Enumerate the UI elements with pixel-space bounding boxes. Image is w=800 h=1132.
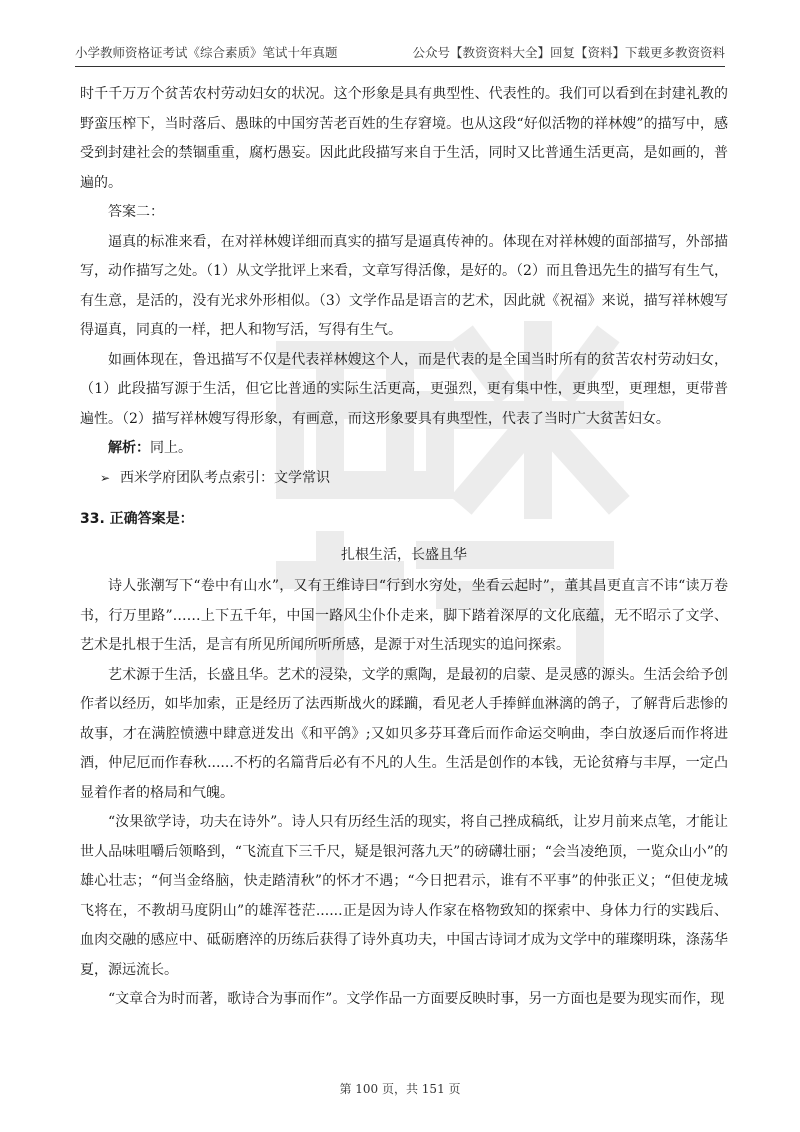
answer-two-label: 答案二：	[108, 204, 164, 220]
page-content	[80, 80, 728, 1015]
page-footer-number: 第 100 页，共 151 页	[339, 1082, 461, 1096]
analysis-text: 同上。	[150, 440, 192, 456]
essay-paragraph-4: “文章合为时而著，歌诗合为事而作”。文学作品一方面要反映时事，另一方面也是要为现实而作，现	[108, 991, 725, 1007]
header-right-promo: 公众号【教资资料大全】回复【资料】下载更多教资资料	[412, 45, 725, 60]
essay-title: 扎根生活，长盛且华	[341, 546, 467, 563]
knowledge-point-index	[80, 464, 728, 494]
answer-two-paragraph-2: 如画体现在，鲁迅描写不仅是代表祥林嫂这个人，而是代表的是全国当时所有的贫苦农村劳动妇女，（1）此段描写源于生活，但它比普通的实际生活更高，更强烈，更有集中性，更典型，更理想，更带普遍性。（2）描写祥林嫂写得形象，有画意，而这形象要具有典型性，代表了当时广大贫苦妇女。	[80, 351, 728, 427]
arrow-bullet-icon: ➢	[100, 470, 111, 485]
knowledge-point-text: 西米学府团队考点索引：文学常识	[120, 469, 330, 486]
answer-two-paragraph: 逼真的标准来看，在对祥林嫂详细而真实的描写是逼真传神的。体现在对祥林嫂的面部描写，外部描写，动作描写之处。（1）从文学批评上来看，文章写得活像，是好的。（2）而且鲁迅先生的描写有生气，有生意，是活的，没有光求外形相似。（3）文学作品是语言的艺术，因此就《祝福》来说，描写祥林嫂写得逼真，同真的一样，把人和物写活，写得有生气。	[80, 233, 728, 338]
page-header	[75, 40, 725, 67]
header-left-title: 小学教师资格证考试《综合素质》笔试十年真题	[75, 45, 338, 60]
analysis-label: 解析：	[108, 440, 150, 456]
essay-paragraph-1: 诗人张潮写下“卷中有山水”，又有王维诗曰“行到水穷处，坐看云起时”，董其昌更直言不讳“读万卷书，行万里路”……上下五千年，中国一路风尘仆仆走来，脚下踏着深厚的文化底蕴，无不昭示了文学、艺术是扎根于生活，是言有所见所闻所听所感，是源于对生活现实的追问探索。	[80, 578, 728, 653]
analysis-line	[80, 434, 728, 464]
essay-paragraph-3: “汝果欲学诗，功夫在诗外”。诗人只有历经生活的现实，将自己挫成稿纸，让岁月前来点笔，才能让世人品味咀嚼后领略到，“飞流直下三千尺，疑是银河落九天”的磅礴壮丽；“会当凌绝顶，一览众山小”的雄心壮志；“何当金络脑，快走踏清秋”的怀才不遇；“今日把君示，谁有不平事”的仲张正义；“但使龙城飞将在，不教胡马度阴山”的雄浑苍茫......正是因为诗人作家在格物致知的探索中、身体力行的实践后、血肉交融的感应中、砥砺磨淬的历练后获得了诗外真功夫，中国古诗词才成为文学中的璀璨明珠，涤荡华夏，源远流长。	[80, 814, 728, 978]
paragraph-continued: 时千千万万个贫苦农村劳动妇女的状况。这个形象是具有典型性、代表性的。我们可以看到在封建礼教的野蛮压榨下，当时落后、愚昧的中国穷苦老百姓的生存窘境。也从这段“好似活物的祥林嫂”的描写中，感受到封建社会的禁锢重重，腐朽愚妄。因此此段描写来自于生活，同时又比普通生活更高，是如画的，普遍的。	[80, 86, 728, 191]
essay-paragraph-2: 艺术源于生活，长盛且华。艺术的浸染，文学的熏陶，是最初的启蒙、是灵感的源头。生活会给予创作者以经历，如毕加索，正是经历了法西斯战火的蹂躏，看见老人手捧鲜血淋漓的鸽子，了解背后悲惨的故事，才在满腔愤懑中肆意迸发出《和平鸽》;又如贝多芬耳聋后而作命运交响曲，李白放逐后而作将进酒，仲尼厄而作春秋......不朽的名篇背后必有不凡的人生。生活是创作的本钱，无论贫瘠与丰厚，一定凸显着作者的格局和气魄。	[80, 666, 728, 801]
question-33-heading: 33. 正确答案是：	[80, 511, 194, 527]
